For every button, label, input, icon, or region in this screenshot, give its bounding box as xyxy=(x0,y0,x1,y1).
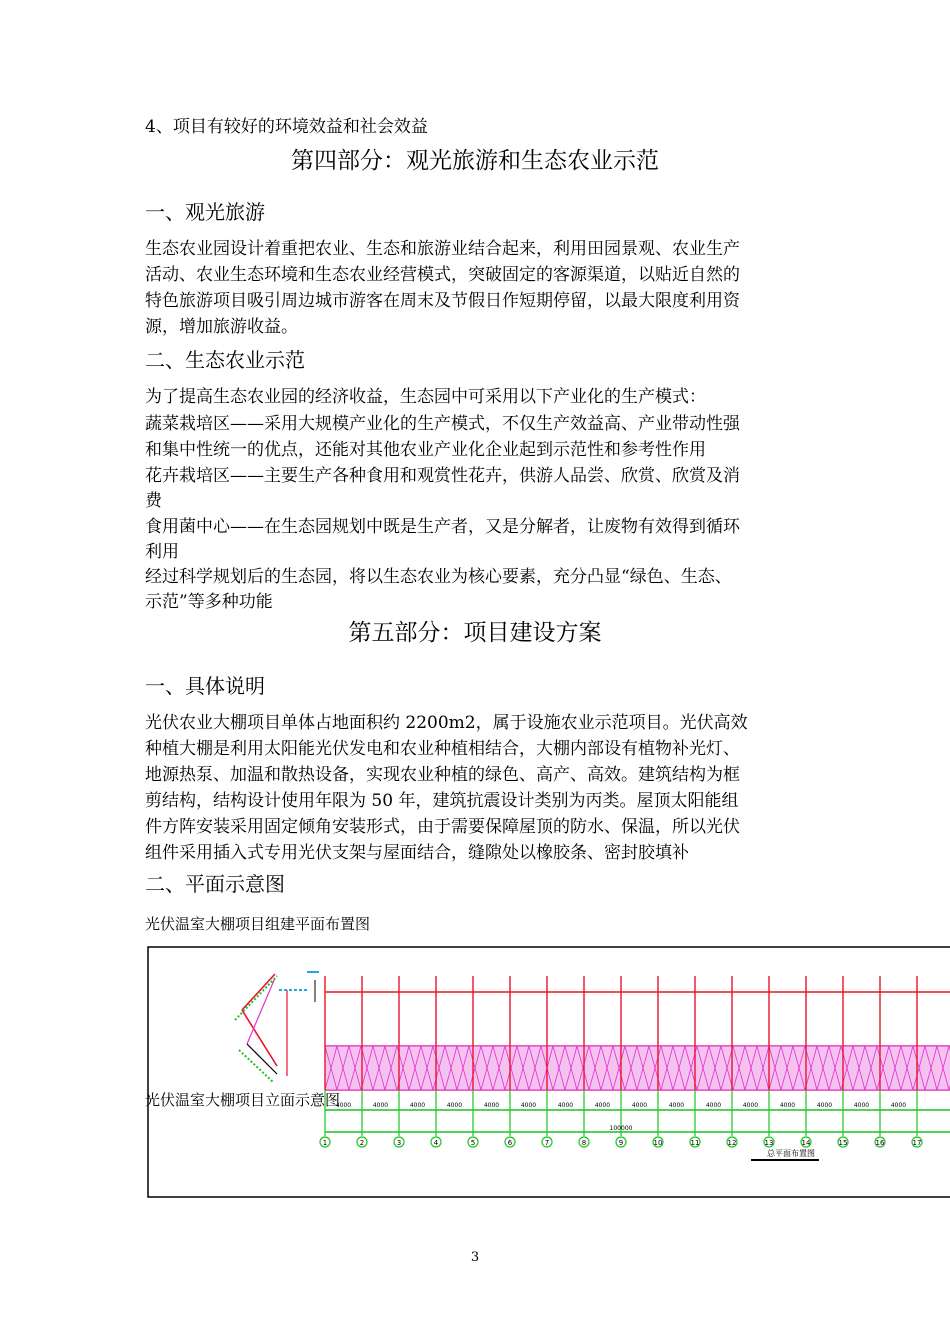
bay-dimension-label: 4000 xyxy=(853,1102,870,1109)
bay-dimension-label: 4000 xyxy=(335,1102,352,1109)
paragraph-line: 食用菌中心——在生态园规划中既是生产者，又是分解者，让废物有效得到循环 xyxy=(145,517,740,537)
paragraph-line: 生态农业园设计着重把农业、生态和旅游业结合起来，利用田园景观、农业生产 xyxy=(145,239,740,259)
paragraph-line: 花卉栽培区——主要生产各种食用和观赏性花卉，供游人品尝、欣赏、欣赏及消 xyxy=(145,466,740,486)
bay-dimension-label: 4000 xyxy=(557,1102,574,1109)
axis-label: 3 xyxy=(396,1139,402,1147)
paragraph-line: 经过科学规划后的生态园，将以生态农业为核心要素，充分凸显“绿色、生态、 xyxy=(145,567,732,587)
part4-title: 第四部分：观光旅游和生态农业示范 xyxy=(291,148,659,174)
bay-dimension-label: 4000 xyxy=(816,1102,833,1109)
page-number: 3 xyxy=(470,1250,480,1265)
paragraph-line: 种植大棚是利用太阳能光伏发电和农业种植相结合，大棚内部设有植物补光灯、 xyxy=(145,739,740,759)
bay-dimension-label: 4000 xyxy=(409,1102,426,1109)
axis-label: 14 xyxy=(801,1139,811,1147)
axis-label: 16 xyxy=(875,1139,885,1147)
pv-roof-band xyxy=(325,1046,950,1090)
axis-label: 8 xyxy=(581,1139,587,1147)
axis-label: 11 xyxy=(690,1139,700,1147)
paragraph-line: 为了提高生态农业园的经济收益，生态园中可采用以下产业化的生产模式： xyxy=(145,387,706,407)
axis-label: 2 xyxy=(359,1139,365,1147)
axis-label: 9 xyxy=(618,1139,624,1147)
axis-label: 17 xyxy=(912,1139,922,1147)
bay-dimension-label: 4000 xyxy=(890,1102,907,1109)
axis-label: 15 xyxy=(838,1139,848,1147)
axis-label: 6 xyxy=(507,1139,513,1147)
bay-dimension-label: 4000 xyxy=(446,1102,463,1109)
bay-dimension-label: 4000 xyxy=(520,1102,537,1109)
title-block-label: 总平面布置图 xyxy=(767,1149,815,1158)
paragraph-line: 组件采用插入式专用光伏支架与屋面结合，缝隙处以橡胶条、密封胶填补 xyxy=(145,843,689,863)
bay-dimension-label: 4000 xyxy=(668,1102,685,1109)
paragraph-line: 和集中性统一的优点，还能对其他农业产业化企业起到示范性和参考性作用 xyxy=(145,440,706,460)
bay-dimension-label: 4000 xyxy=(779,1102,796,1109)
paragraph-line: 蔬菜栽培区——采用大规模产业化的生产模式，不仅生产效益高、产业带动性强 xyxy=(145,414,740,434)
paragraph-line: 剪结构，结构设计使用年限为 50 年，建筑抗震设计类别为丙类。屋顶太阳能组 xyxy=(145,791,739,811)
floor-plan-drawing xyxy=(147,946,950,1198)
axis-label: 10 xyxy=(653,1139,663,1147)
caption-plan: 光伏温室大棚项目组建平面布置图 xyxy=(145,915,371,933)
axis-label: 12 xyxy=(727,1139,737,1147)
paragraph-line: 源，增加旅游收益。 xyxy=(145,317,298,337)
paragraph-line: 特色旅游项目吸引周边城市游客在周末及节假日作短期停留，以最大限度利用资 xyxy=(145,291,740,311)
part4-s1-heading: 一、观光旅游 xyxy=(145,200,265,224)
axis-label: 13 xyxy=(764,1139,774,1147)
bay-dimension-label: 4000 xyxy=(483,1102,500,1109)
caption-elevation: 光伏温室大棚项目立面示意图 xyxy=(145,1091,341,1109)
axis-label: 4 xyxy=(433,1139,439,1147)
paragraph-line: 件方阵安装采用固定倾角安装形式，由于需要保障屋顶的防水、保温，所以光伏 xyxy=(145,817,740,837)
paragraph-line: 利用 xyxy=(145,542,179,562)
item-4: 4、项目有较好的环境效益和社会效益 xyxy=(145,117,428,137)
part4-s2-heading: 二、生态农业示范 xyxy=(145,348,305,372)
total-dimension-label: 100000 xyxy=(609,1125,633,1132)
part5-s2-heading: 二、平面示意图 xyxy=(145,872,285,896)
axis-label: 1 xyxy=(322,1139,328,1147)
bay-dimension-label: 4000 xyxy=(631,1102,648,1109)
paragraph-line: 示范”等多种功能 xyxy=(145,592,273,612)
bay-dimension-label: 4000 xyxy=(372,1102,389,1109)
paragraph-line: 地源热泵、加温和散热设备，实现农业种植的绿色、高产、高效。建筑结构为框 xyxy=(145,765,740,785)
bay-dimension-label: 4000 xyxy=(594,1102,611,1109)
axis-label: 7 xyxy=(544,1139,550,1147)
axis-label: 5 xyxy=(470,1139,476,1147)
part5-title: 第五部分：项目建设方案 xyxy=(348,620,602,646)
part5-s1-heading: 一、具体说明 xyxy=(145,674,265,698)
paragraph-line: 费 xyxy=(145,491,162,511)
paragraph-line: 活动、农业生态环境和生态农业经营模式，突破固定的客源渠道，以贴近自然的 xyxy=(145,265,740,285)
bay-dimension-label: 4000 xyxy=(705,1102,722,1109)
bay-dimension-label: 4000 xyxy=(742,1102,759,1109)
paragraph-line: 光伏农业大棚项目单体占地面积约 2200m2，属于设施农业示范项目。光伏高效 xyxy=(145,713,748,733)
